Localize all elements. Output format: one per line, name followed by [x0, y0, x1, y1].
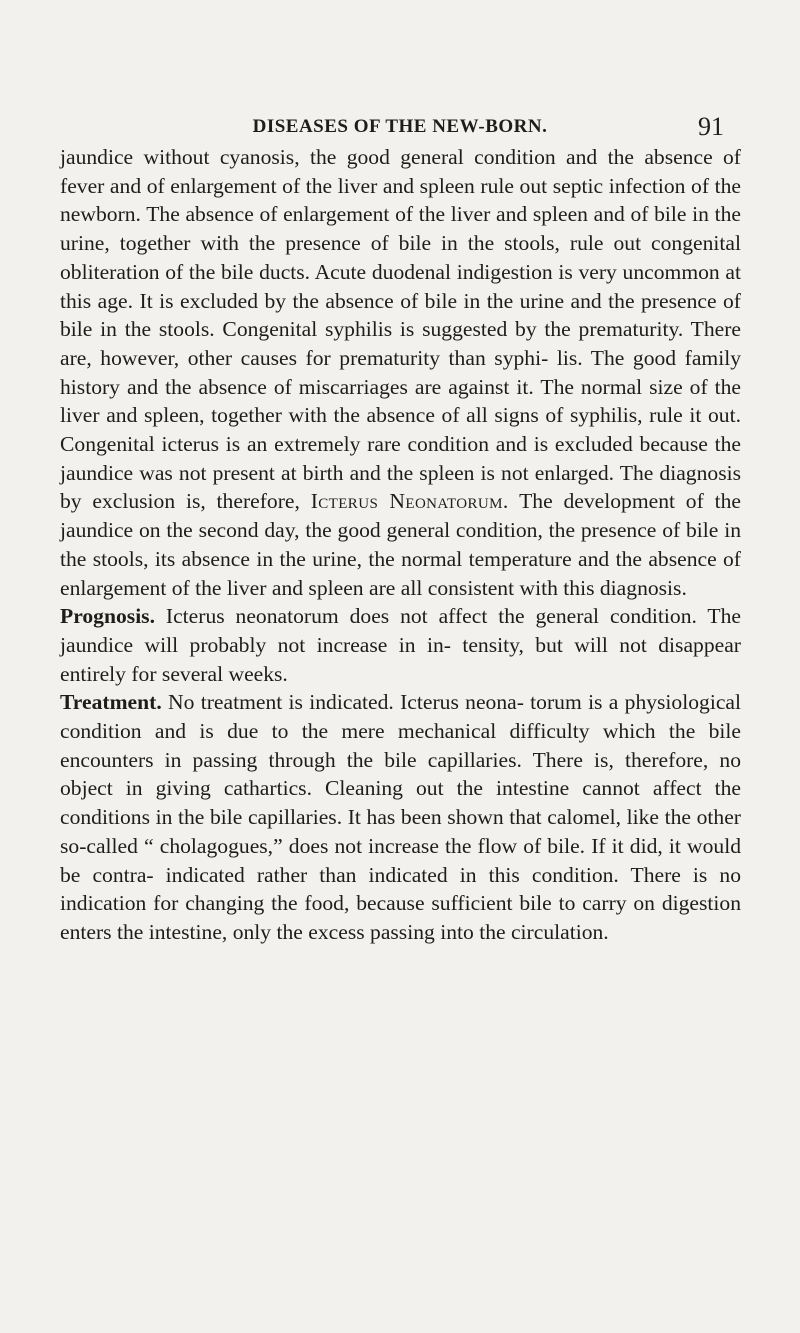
treatment-text: No treatment is indicated. Icterus neona- torum is a physiological condition and is due to the mere mechanical difficulty which the bile encounters in passing through the bile capillaries. There is, therefore, no object in giving cathartics. Cleaning out the intestine cannot affect the conditions in the bile capillaries. It has been shown that calomel, like the other so-called “ cholagogues,” does not increase the flow of bile. If it did, it would be contra- indicated rather than indicated in this condition. There is no indication for changing the food, because sufficient bile to carry on digestion enters the intestine, only the excess passing into the circulation. [60, 690, 741, 944]
treatment-heading: Treatment. [60, 690, 162, 715]
body-text [60, 143, 741, 947]
page-header [0, 112, 800, 142]
prognosis-heading: Prognosis. [60, 604, 155, 629]
diagnosis-text-part2: The development of the jaundice on the second day, the good general condition, the presence of bile in the stools, its absence in the urine, the normal temperature and the absence of enlargement of the liver and spleen are all consistent with this diagnosis. [60, 489, 741, 600]
diagnosis-paragraph [60, 143, 741, 602]
diagnosis-text-part1: jaundice without cyanosis, the good general condition and the absence of fever and of enlargement of the liver and spleen rule out septic infection of the newborn. The absence of enlargement of the liver and spleen and of bile in the urine, together with the presence of bile in the stools, rule out congenital obliteration of the bile ducts. Acute duodenal indigestion is very uncommon at this age. It is excluded by the absence of bile in the urine and the presence of bile in the stools. Congenital syphilis is suggested by the prematurity. There are, however, other causes for prematurity than syphi- lis. The good family history and the absence of miscarriages are against it. The normal size of the liver and spleen, together with the absence of all signs of syphilis, rule it out. Congenital icterus is an extremely rare condition and is excluded because the jaundice was not present at birth and the spleen is not enlarged. The diagnosis by exclusion is, therefore, [60, 145, 741, 514]
treatment-paragraph [60, 688, 741, 946]
prognosis-paragraph [60, 602, 741, 688]
running-head: DISEASES OF THE NEW-BORN. [252, 116, 548, 137]
prognosis-text: Icterus neonatorum does not affect the general condition. The jaundice will probably not increase in in- tensity, but will not disappear entirely for several weeks. [60, 604, 741, 686]
diagnosis-name: Icterus Neonatorum. [310, 489, 509, 514]
page-number: 91 [698, 112, 724, 141]
